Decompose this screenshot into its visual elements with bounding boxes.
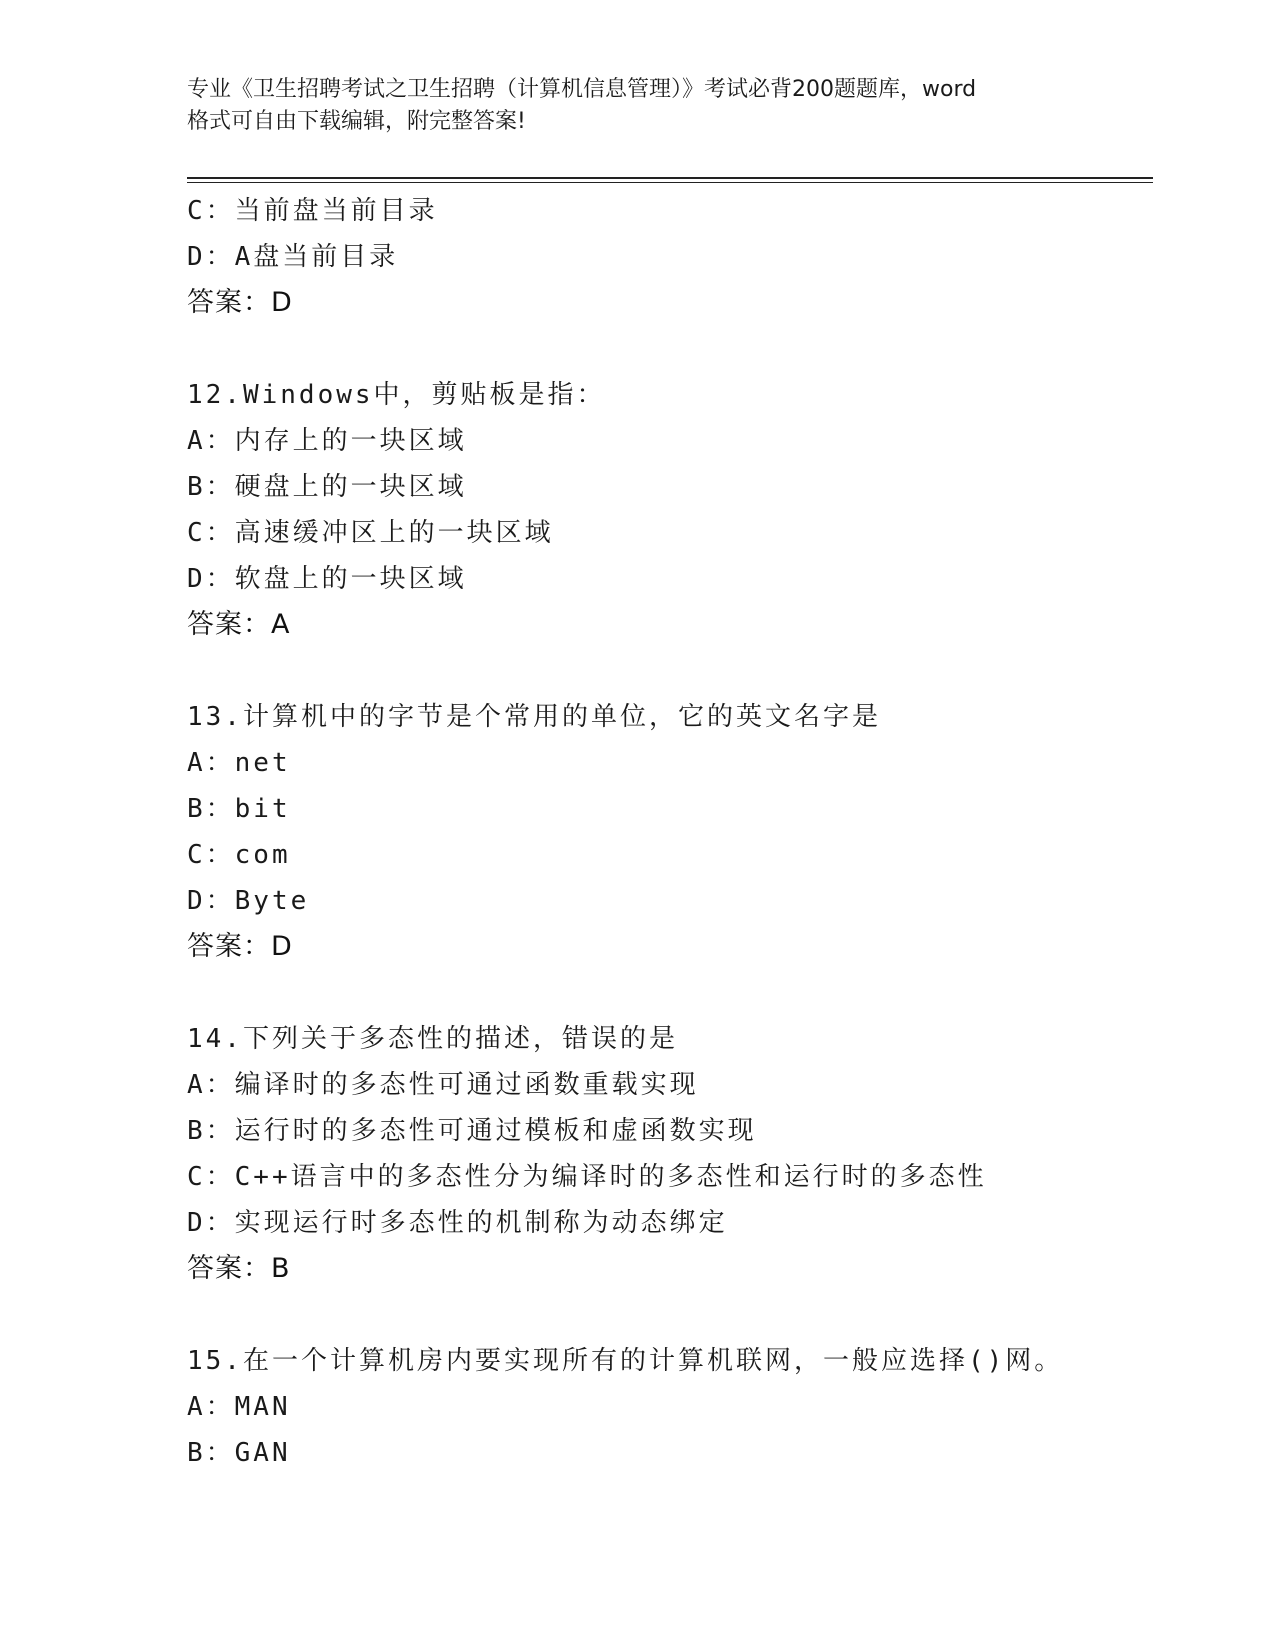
spacer — [187, 648, 1147, 694]
question-14 — [187, 1016, 1147, 1292]
option-a: A：内存上的一块区域 — [187, 426, 467, 456]
option-c: C：com — [187, 840, 291, 870]
option-d: D：Byte — [187, 886, 310, 916]
question-stem: 13.计算机中的字节是个常用的单位，它的英文名字是 — [187, 702, 881, 732]
option-d: D：A盘当前目录 — [187, 242, 399, 272]
question-stem: 15.在一个计算机房内要实现所有的计算机联网，一般应选择()网。 — [187, 1346, 1064, 1376]
question-stem: 14.下列关于多态性的描述，错误的是 — [187, 1024, 678, 1054]
option-d: D：实现运行时多态性的机制称为动态绑定 — [187, 1208, 728, 1238]
option-c: C：高速缓冲区上的一块区域 — [187, 518, 554, 548]
header-line-1: 专业《卫生招聘考试之卫生招聘（计算机信息管理）》考试必背200题题库，word — [187, 77, 977, 102]
question-12 — [187, 372, 1147, 648]
option-a: A：net — [187, 748, 291, 778]
document-header — [187, 74, 1087, 138]
option-c: C：C++语言中的多态性分为编译时的多态性和运行时的多态性 — [187, 1162, 987, 1192]
question-11-continued — [187, 188, 1147, 326]
answer-line: 答案：D — [187, 287, 293, 318]
spacer — [187, 970, 1147, 1016]
answer-line: 答案：A — [187, 609, 291, 640]
spacer — [187, 326, 1147, 372]
option-b: B：运行时的多态性可通过模板和虚函数实现 — [187, 1116, 757, 1146]
question-stem: 12.Windows中，剪贴板是指： — [187, 380, 606, 410]
option-a: A：编译时的多态性可通过函数重载实现 — [187, 1070, 699, 1100]
option-b: B：bit — [187, 794, 291, 824]
option-a: A：MAN — [187, 1392, 291, 1422]
spacer — [187, 1292, 1147, 1338]
option-b: B：GAN — [187, 1438, 291, 1468]
option-b: B：硬盘上的一块区域 — [187, 472, 467, 502]
header-divider-thick — [187, 177, 1153, 179]
question-list — [187, 188, 1147, 1476]
option-c: C：当前盘当前目录 — [187, 196, 438, 226]
header-line-2: 格式可自由下载编辑，附完整答案! — [187, 109, 526, 134]
question-13 — [187, 694, 1147, 970]
answer-line: 答案：D — [187, 931, 293, 962]
question-15 — [187, 1338, 1147, 1476]
answer-line: 答案：B — [187, 1253, 291, 1284]
header-divider-thin — [187, 182, 1153, 183]
option-d: D：软盘上的一块区域 — [187, 564, 467, 594]
